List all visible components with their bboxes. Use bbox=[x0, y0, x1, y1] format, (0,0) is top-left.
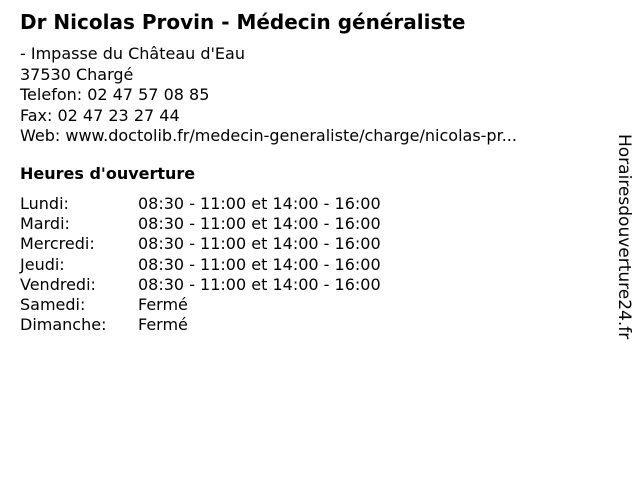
contact-info bbox=[20, 44, 517, 147]
day-label: Vendredi: bbox=[20, 274, 96, 294]
hours-row-friday bbox=[20, 275, 381, 295]
opening-hours-table bbox=[20, 194, 381, 335]
time-value: 08:30 - 11:00 et 14:00 - 16:00 bbox=[138, 254, 381, 274]
fax-number: Fax: 02 47 23 27 44 bbox=[20, 105, 180, 125]
phone-number: Telefon: 02 47 57 08 85 bbox=[20, 85, 210, 104]
hours-row-saturday bbox=[20, 295, 381, 315]
hours-row-wednesday bbox=[20, 234, 381, 254]
time-value: 08:30 - 11:00 et 14:00 - 16:00 bbox=[138, 274, 381, 294]
hours-row-monday bbox=[20, 194, 381, 214]
time-value: Fermé bbox=[138, 294, 188, 314]
time-value: 08:30 - 11:00 et 14:00 - 16:00 bbox=[138, 214, 381, 234]
day-label: Jeudi: bbox=[20, 254, 65, 274]
website: Web: www.doctolib.fr/medecin-generaliste/charge/nicolas-pr... bbox=[20, 126, 517, 145]
time-value: 08:30 - 11:00 et 14:00 - 16:00 bbox=[138, 194, 381, 213]
hours-row-sunday bbox=[20, 315, 381, 335]
hours-row-tuesday bbox=[20, 214, 381, 234]
time-value: 08:30 - 11:00 et 14:00 - 16:00 bbox=[138, 234, 381, 254]
day-label: Mardi: bbox=[20, 214, 70, 234]
day-label: Samedi: bbox=[20, 294, 86, 314]
time-value: Fermé bbox=[138, 315, 188, 335]
day-label: Dimanche: bbox=[20, 315, 107, 335]
hours-row-thursday bbox=[20, 255, 381, 275]
page-title: Dr Nicolas Provin - Médecin généraliste bbox=[20, 10, 466, 34]
day-label: Mercredi: bbox=[20, 234, 95, 254]
day-label: Lundi: bbox=[20, 194, 69, 213]
watermark-text: Horairesdouverture24.fr bbox=[614, 134, 634, 340]
hours-heading: Heures d'ouverture bbox=[20, 164, 196, 183]
site-watermark bbox=[612, 134, 636, 374]
address-city: 37530 Chargé bbox=[20, 64, 134, 84]
address-street: - Impasse du Château d'Eau bbox=[20, 44, 245, 63]
